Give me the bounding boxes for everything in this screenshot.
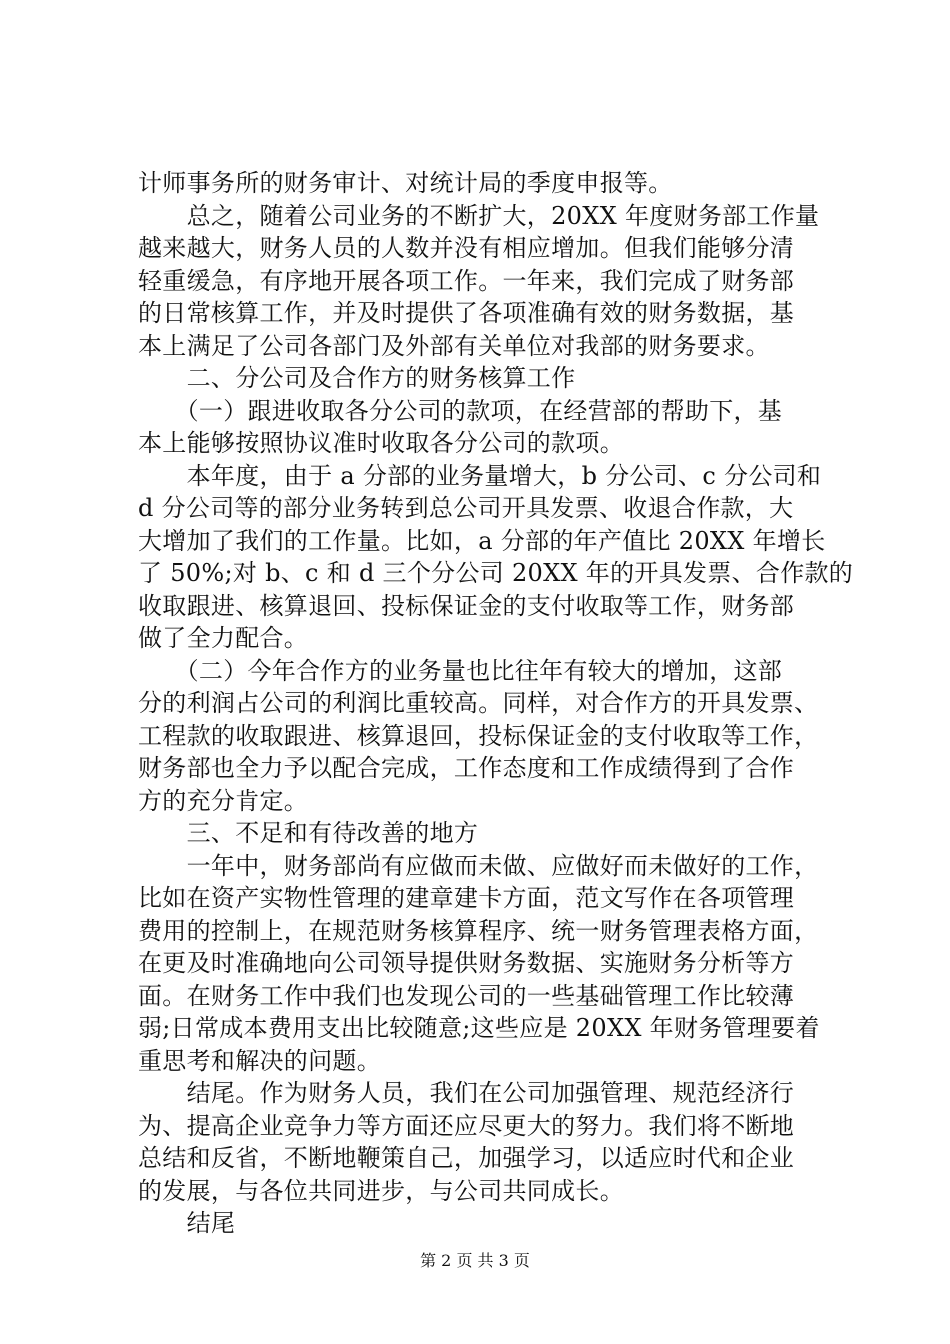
text-line: 结尾。作为财务人员，我们在公司加强管理、规范经济行 bbox=[138, 1079, 795, 1107]
text-line: 轻重缓急，有序地开展各项工作。一年来，我们完成了财务部 bbox=[138, 266, 795, 295]
text-line: 比如在资产实物性管理的建章建卡方面，范文写作在各项管理 bbox=[138, 884, 795, 912]
text-line: 总之，随着公司业务的不断扩大，20XX 年度财务部工作量 bbox=[138, 201, 820, 230]
document-body bbox=[138, 167, 858, 1240]
text-line: 方的充分肯定。 bbox=[138, 786, 309, 815]
text-line: 本上能够按照协议准时收取各分公司的款项。 bbox=[138, 429, 624, 457]
text-line: 的发展，与各位共同进步，与公司共同成长。 bbox=[138, 1176, 624, 1205]
text-line: 总结和反省，不断地鞭策自己，加强学习，以适应时代和企业 bbox=[138, 1144, 795, 1172]
text-line: 了 50%;对 b、c 和 d 三个分公司 20XX 年的开具发票、合作款的 bbox=[138, 559, 854, 587]
page-number-footer: 第 2 页 共 3 页 bbox=[420, 1251, 530, 1270]
text-line: 大增加了我们的工作量。比如，a 分部的年产值比 20XX 年增长 bbox=[138, 526, 826, 555]
text-line: 弱;日常成本费用支出比较随意;这些应是 20XX 年财务管理要着 bbox=[138, 1014, 820, 1042]
text-line: 结尾 bbox=[138, 1209, 236, 1237]
text-line: 做了全力配合。 bbox=[138, 624, 309, 652]
text-line: 分的利润占公司的利润比重较高。同样，对合作方的开具发票、 bbox=[138, 689, 819, 717]
text-line: （一）跟进收取各分公司的款项，在经营部的帮助下，基 bbox=[138, 396, 783, 425]
text-line: 计师事务所的财务审计、对统计局的季度申报等。 bbox=[138, 169, 673, 197]
text-line: d 分公司等的部分业务转到总公司开具发票、收退合作款，大 bbox=[138, 494, 794, 522]
text-line: 越来越大，财务人员的人数并没有相应增加。但我们能够分清 bbox=[138, 234, 795, 262]
text-line: 本年度，由于 a 分部的业务量增大，b 分公司、c 分公司和 bbox=[138, 461, 822, 490]
text-line: 为、提高企业竞争力等方面还应尽更大的努力。我们将不断地 bbox=[138, 1111, 795, 1140]
text-line: 收取跟进、核算退回、投标保证金的支付收取等工作，财务部 bbox=[138, 591, 795, 620]
text-line: 一年中，财务部尚有应做而未做、应做好而未做好的工作， bbox=[138, 851, 819, 880]
text-line: 面。在财务工作中我们也发现公司的一些基础管理工作比较薄 bbox=[138, 981, 795, 1010]
section-heading: 三、不足和有待改善的地方 bbox=[138, 819, 479, 847]
text-line: 财务部也全力予以配合完成，工作态度和工作成绩得到了合作 bbox=[138, 754, 795, 782]
text-line: 重思考和解决的问题。 bbox=[138, 1046, 381, 1075]
text-line: 本上满足了公司各部门及外部有关单位对我部的财务要求。 bbox=[138, 331, 770, 360]
text-line: （二）今年合作方的业务量也比往年有较大的增加，这部 bbox=[138, 656, 783, 685]
text-line: 工程款的收取跟进、核算退回，投标保证金的支付收取等工作， bbox=[138, 721, 819, 750]
text-line: 在更及时准确地向公司领导提供财务数据、实施财务分析等方 bbox=[138, 949, 795, 977]
section-heading: 二、分公司及合作方的财务核算工作 bbox=[138, 364, 576, 392]
text-line: 费用的控制上，在规范财务核算程序、统一财务管理表格方面， bbox=[138, 916, 819, 945]
text-line: 的日常核算工作，并及时提供了各项准确有效的财务数据，基 bbox=[138, 299, 795, 327]
